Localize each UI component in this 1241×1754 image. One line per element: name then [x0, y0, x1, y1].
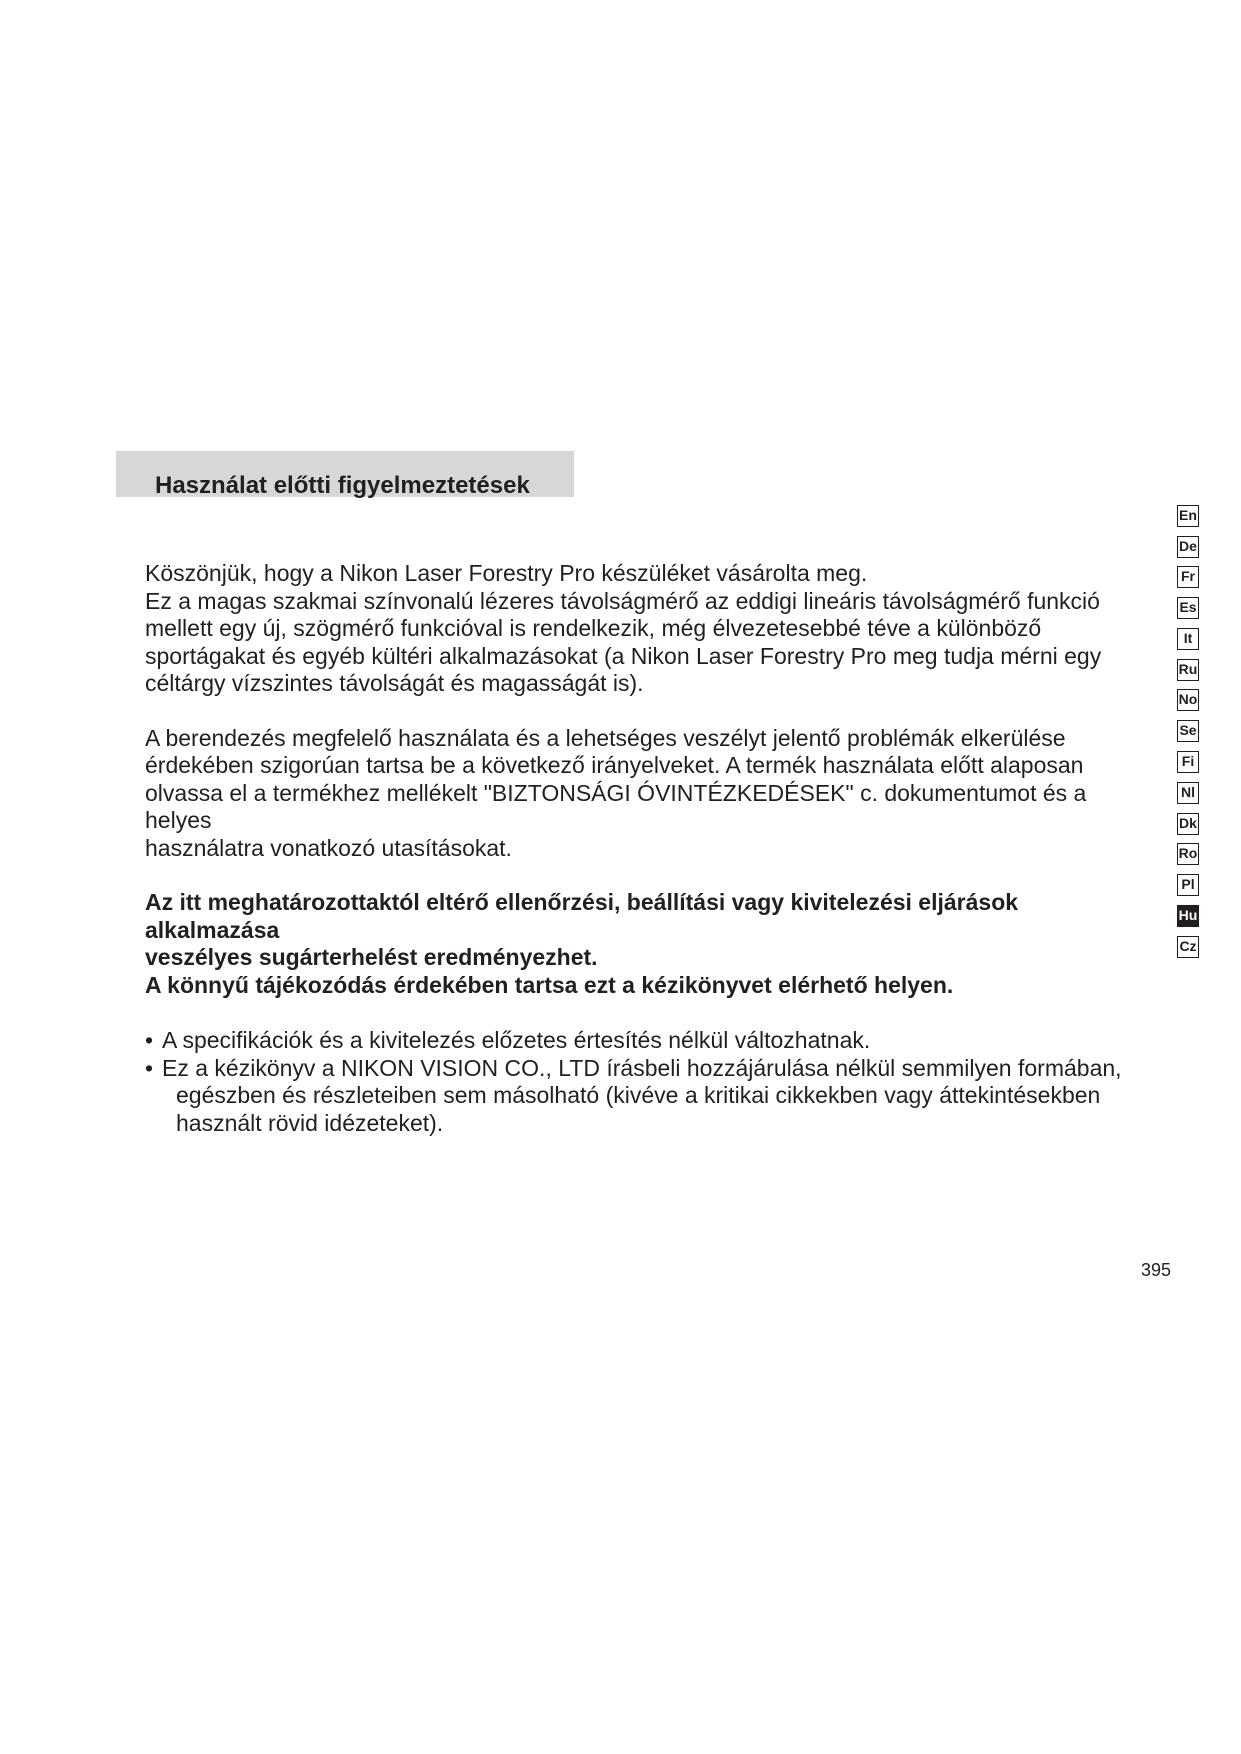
- notice-list: [145, 1027, 1145, 1137]
- list-item-text: Ez a kézikönyv a NIKON VISION CO., LTD írásbeli hozzájárulása nélkül semmilyen formában,: [162, 1054, 1122, 1081]
- language-tab-it[interactable]: It: [1177, 628, 1199, 650]
- language-tab-ro[interactable]: Ro: [1177, 843, 1199, 865]
- warning-line: A könnyű tájékozódás érdekében tartsa ezt a kézikönyvet elérhető helyen.: [145, 971, 954, 998]
- language-tab-dk[interactable]: Dk: [1177, 813, 1199, 835]
- list-item: [145, 1027, 1145, 1055]
- language-tab-se[interactable]: Se: [1177, 720, 1199, 742]
- language-tab-no[interactable]: No: [1177, 689, 1199, 711]
- language-tab-pl[interactable]: Pl: [1177, 874, 1199, 896]
- usage-line: érdekében szigorúan tartsa be a következő irányelveket. A termék használata előtt alaposan: [145, 752, 1084, 778]
- language-tab-de[interactable]: De: [1177, 536, 1199, 558]
- bullet-marker: •: [145, 1027, 154, 1053]
- language-tab-fr[interactable]: Fr: [1177, 566, 1199, 588]
- warning-paragraph: [145, 889, 1145, 999]
- usage-line: olvassa el a termékhez mellékelt "BIZTONSÁGI ÓVINTÉZKEDÉSEK" c. dokumentumot és a helyes: [145, 779, 1087, 833]
- list-item-text: használt rövid idézeteket).: [176, 1109, 444, 1136]
- language-tab-nl[interactable]: Nl: [1177, 782, 1199, 804]
- list-item: [145, 1055, 1145, 1138]
- language-tab-fi[interactable]: Fi: [1177, 751, 1199, 773]
- language-tab-cz[interactable]: Cz: [1177, 936, 1199, 958]
- section-title: Használat előtti figyelmeztetések: [155, 472, 530, 499]
- intro-line: Ez a magas szakmai színvonalú lézeres távolságmérő az eddigi lineáris távolságmérő funkció: [145, 587, 1100, 614]
- page-number: 395: [1141, 1260, 1172, 1280]
- main-content: [145, 560, 1145, 1137]
- usage-paragraph: [145, 725, 1145, 863]
- usage-line: használatra vonatkozó utasításokat.: [145, 834, 512, 861]
- bullet-marker: •: [145, 1054, 154, 1081]
- usage-line: A berendezés megfelelő használata és a lehetséges veszélyt jelentő problémák elkerülése: [145, 724, 1066, 751]
- list-item-text: A specifikációk és a kivitelezés előzetes értesítés nélkül változhatnak.: [162, 1027, 871, 1053]
- warning-line: veszélyes sugárterhelést eredményezhet.: [145, 944, 598, 970]
- intro-line: mellett egy új, szögmérő funkcióval is rendelkezik, még élvezetesebbé téve a különböző: [145, 615, 1042, 641]
- language-tab-es[interactable]: Es: [1177, 597, 1199, 619]
- intro-line: céltárgy vízszintes távolságát és magasságát is).: [145, 670, 644, 696]
- intro-line: sportágakat és egyéb kültéri alkalmazásokat (a Nikon Laser Forestry Pro meg tudja mérni egy: [145, 642, 1102, 669]
- warning-line: Az itt meghatározottaktól eltérő ellenőrzési, beállítási vagy kivitelezési eljárások alkalmazása: [145, 889, 1019, 943]
- language-tab-hu[interactable]: Hu: [1177, 905, 1199, 927]
- intro-line: Köszönjük, hogy a Nikon Laser Forestry Pro készüléket vásárolta meg.: [145, 560, 868, 586]
- language-tab-ru[interactable]: Ru: [1177, 659, 1199, 681]
- intro-paragraph: [145, 560, 1145, 698]
- language-tab-en[interactable]: En: [1177, 505, 1199, 527]
- list-item-text: egészben és részleteiben sem másolható (kivéve a kritikai cikkekben vagy áttekintésekben: [176, 1082, 1101, 1108]
